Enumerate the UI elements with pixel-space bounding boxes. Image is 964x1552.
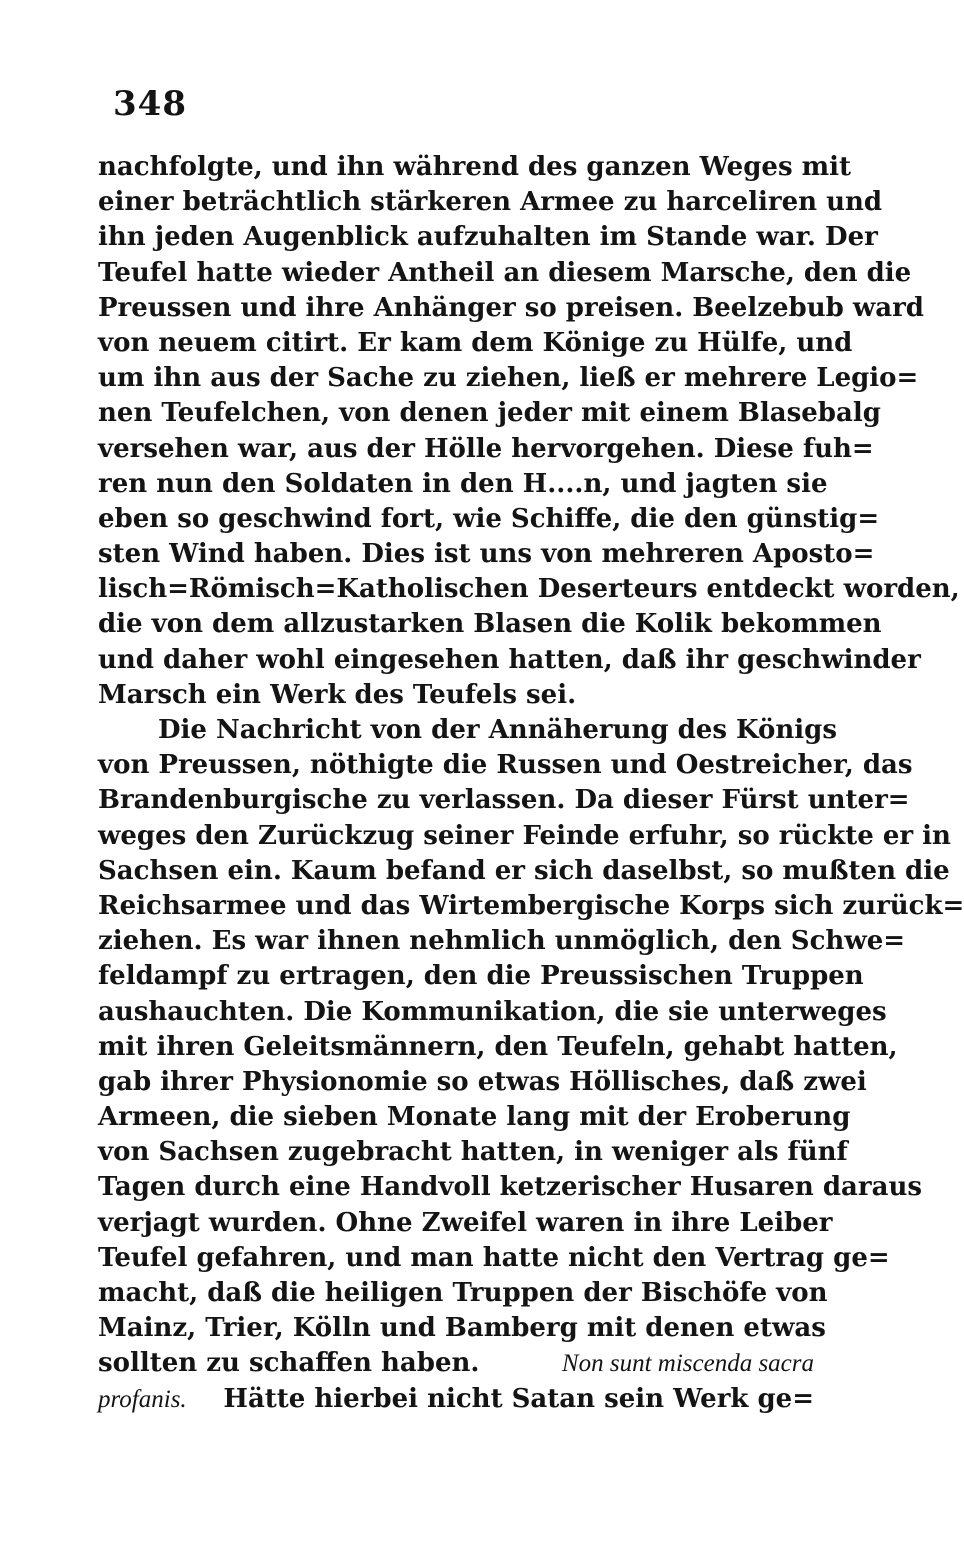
text-line: aushauchten. Die Kommunikation, die sie unterweges [98, 996, 887, 1027]
text-line: um ihn aus der Sache zu ziehen, ließ er mehrere Legio= [98, 363, 919, 394]
text-line: eben so geschwind fort, wie Schiffe, die den günstig= [98, 503, 880, 534]
text-line: und daher wohl eingesehen hatten, daß ihr geschwinder [98, 644, 921, 675]
text-line: die von dem allzustarken Blasen die Kolik bekommen [98, 609, 882, 640]
latin-quote: profanis. [98, 1385, 187, 1413]
text-line: nen Teufelchen, von denen jeder mit einem Blasebalg [98, 398, 881, 429]
text-line: weges den Zurückzug seiner Feinde erfuhr, so rückte er in [98, 820, 951, 851]
text-line: Mainz, Trier, Kölln und Bamberg mit denen etwas [98, 1313, 826, 1344]
text-line: verjagt wurden. Ohne Zweifel waren in ihre Leiber [98, 1207, 833, 1238]
body-text [98, 150, 964, 1417]
mixed-language-line [98, 1382, 814, 1417]
latin-quote: Non sunt miscenda sacra [561, 1350, 814, 1378]
german-text: sollten zu schaffen haben. [98, 1348, 480, 1379]
paragraph-end-line: Marsch ein Werk des Teufels sei. [98, 679, 577, 710]
text-line: nachfolgte, und ihn während des ganzen Weges mit [98, 152, 852, 182]
text-line: ren nun den Soldaten in den H....n, und jagten sie [98, 468, 828, 499]
text-line: von Preussen, nöthigte die Russen und Oestreicher, das [98, 750, 913, 781]
text-line: Reichsarmee und das Wirtembergische Korps sich zurück= [98, 890, 964, 921]
paragraph-start-line: Die Nachricht von der Annäherung des Königs [158, 715, 837, 745]
text-line: lisch=Römisch=Katholischen Deserteurs entdeckt worden, [98, 574, 960, 605]
text-line: feldampf zu ertragen, den die Preussischen Truppen [98, 961, 864, 992]
text-line: sten Wind haben. Dies ist uns von mehreren Aposto= [98, 539, 875, 570]
text-line: versehen war, aus der Hölle hervorgehen. Diese fuh= [98, 433, 874, 464]
text-line: Brandenburgische zu verlassen. Da dieser Fürst unter= [98, 785, 910, 816]
text-line: von neuem citirt. Er kam dem Könige zu Hülfe, und [98, 327, 853, 358]
text-line: Teufel gefahren, und man hatte nicht den Vertrag ge= [98, 1242, 890, 1273]
mixed-language-line [98, 1346, 814, 1381]
text-line: einer beträchtlich stärkeren Armee zu harceliren und [98, 187, 883, 218]
text-line: ihn jeden Augenblick aufzuhalten im Stande war. Der [98, 222, 878, 253]
text-line: Preussen und ihre Anhänger so preisen. Beelzebub ward [98, 292, 924, 323]
text-line: mit ihren Geleitsmännern, den Teufeln, gehabt hatten, [98, 1031, 898, 1062]
page-number: 348 [113, 84, 187, 124]
german-text: Hätte hierbei nicht Satan sein Werk ge= [223, 1383, 814, 1414]
text-line: Tagen durch eine Handvoll ketzerischer Husaren daraus [98, 1172, 922, 1203]
text-line: Armeen, die sieben Monate lang mit der Eroberung [98, 1102, 851, 1133]
text-line: ziehen. Es war ihnen nehmlich unmöglich, den Schwe= [98, 926, 906, 957]
text-line: gab ihrer Physionomie so etwas Höllisches, daß zwei [98, 1066, 867, 1097]
text-line: von Sachsen zugebracht hatten, in weniger als fünf [98, 1137, 848, 1168]
text-line: Teufel hatte wieder Antheil an diesem Marsche, den die [98, 257, 912, 288]
text-line: Sachsen ein. Kaum befand er sich daselbst, so mußten die [98, 855, 950, 886]
text-line: macht, daß die heiligen Truppen der Bischöfe von [98, 1278, 828, 1308]
